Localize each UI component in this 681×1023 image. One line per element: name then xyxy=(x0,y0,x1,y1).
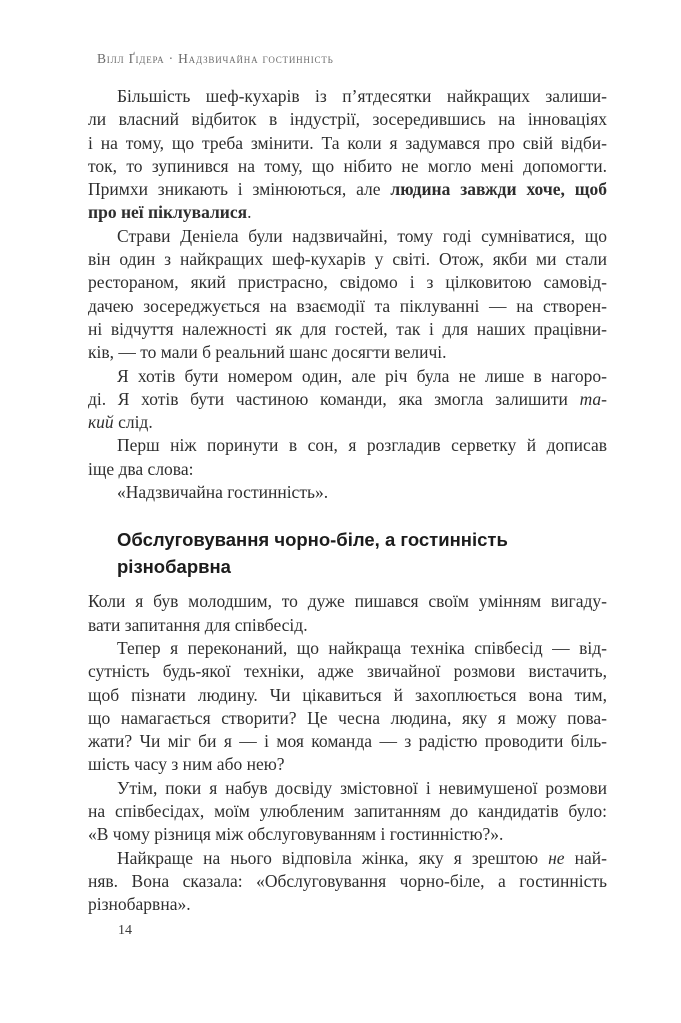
text-line xyxy=(88,590,607,613)
text-line xyxy=(88,893,607,916)
body-text: різнобарвна xyxy=(117,555,231,577)
body-text: щоб пізнати людину. Чи цікавиться й захоплюється вона тим, xyxy=(88,684,607,705)
text-line xyxy=(88,434,607,457)
body-text: Перш ніж поринути в сон, я розгладив серветку й дописав xyxy=(117,435,607,456)
body-text: слід. xyxy=(113,412,153,433)
page-body xyxy=(88,85,607,917)
text-line xyxy=(88,684,607,707)
paragraph xyxy=(88,225,607,365)
text-line xyxy=(88,481,607,504)
text-line xyxy=(88,847,607,870)
body-text: дачею зосереджується на взаємодії та піклуванні — на створен- xyxy=(88,295,607,316)
paragraph xyxy=(88,777,607,847)
bold-text: людина завжди хоче, щоб xyxy=(390,179,607,200)
paragraph xyxy=(88,434,607,481)
text-line xyxy=(88,318,607,341)
body-text: Тепер я переконаний, що найкраща техніка співбесід — від- xyxy=(117,637,607,658)
body-text: Найкраще на нього відповіла жінка, яку я зрештою xyxy=(117,847,549,868)
text-line xyxy=(88,108,607,131)
text-line xyxy=(117,554,607,581)
text-line xyxy=(88,341,607,364)
text-line xyxy=(88,411,607,434)
text-line xyxy=(88,823,607,846)
text-line xyxy=(88,271,607,294)
body-text: вати запитання для співбесід. xyxy=(88,614,308,635)
text-line xyxy=(88,85,607,108)
body-text: ді. Я хотів бути частиною команди, яка змогла залишити xyxy=(88,388,580,409)
text-line xyxy=(88,614,607,637)
text-line xyxy=(88,248,607,271)
body-text: сутність будь-якої техніки, адже звичайної розмови вистачить, xyxy=(88,661,607,682)
text-line xyxy=(88,295,607,318)
body-text: Страви Деніела були надзвичайні, тому годі сумніватися, що xyxy=(117,225,607,246)
text-line xyxy=(88,365,607,388)
paragraph xyxy=(88,481,607,504)
paragraph xyxy=(88,365,607,435)
body-text: рестораном, який пристрасно, свідомо і з цілковитою самовід- xyxy=(88,272,607,293)
bold-text: про неї піклувалися xyxy=(88,202,248,223)
body-text: ток, то зупинився на тому, що нібито не могло мені допомогти. xyxy=(88,155,607,176)
text-line xyxy=(88,132,607,155)
text-line xyxy=(88,201,607,224)
paragraph xyxy=(88,847,607,917)
text-line xyxy=(88,777,607,800)
text-line xyxy=(88,800,607,823)
text-line xyxy=(88,225,607,248)
body-text: різнобарвна». xyxy=(88,894,191,915)
text-line xyxy=(88,707,607,730)
text-line xyxy=(88,870,607,893)
body-text: ків, — то мали б реальний шанс досягти величі. xyxy=(88,342,447,363)
body-text: ли власний відбиток в індустрії, зосередившись на інноваціях xyxy=(88,109,607,130)
body-text: Примхи зникають і змінюються, але xyxy=(88,179,391,200)
running-header: Вілл Ґідера · Надзвичайна гостинність xyxy=(97,51,334,66)
text-line xyxy=(88,637,607,660)
paragraph xyxy=(88,85,607,225)
body-text: на співбесідах, моїм улюбленим запитанням до кандидатів було: xyxy=(88,801,607,822)
body-text: і на тому, що треба змінити. Та коли я задумався про свій відби- xyxy=(88,132,607,153)
body-text: «В чому різниця між обслуговуванням і гостинністю?». xyxy=(88,824,504,845)
body-text: «Надзвичайна гостинність». xyxy=(117,482,329,503)
italic-text: та- xyxy=(579,388,607,409)
text-line xyxy=(88,155,607,178)
body-text: . xyxy=(247,202,252,223)
body-text: ні відчуття належності як для гостей, так і для наших працівни- xyxy=(88,318,607,339)
paragraph xyxy=(88,637,607,777)
italic-text: не xyxy=(548,847,565,868)
text-line xyxy=(88,753,607,776)
body-text: Обслуговування чорно-біле, а гостинність xyxy=(117,529,508,551)
body-text: Я хотів бути номером один, але річ була не лише в нагоро- xyxy=(117,365,607,386)
text-line xyxy=(88,178,607,201)
text-line xyxy=(88,458,607,481)
italic-text: кий xyxy=(88,412,114,433)
body-text: жати? Чи міг би я — і моя команда — з радістю проводити біль- xyxy=(88,731,607,752)
body-text: Більшість шеф-кухарів із п’ятдесятки найкращих залиши- xyxy=(117,86,607,106)
body-text: Утім, поки я набув досвіду змістовної і невимушеної розмови xyxy=(117,777,607,798)
body-text: най- xyxy=(564,847,607,868)
page-number: 14 xyxy=(118,923,132,938)
body-text: іще два слова: xyxy=(88,458,194,479)
body-text: няв. Вона сказала: «Обслуговування чорно-біле, а гостинність xyxy=(88,870,607,891)
paragraph xyxy=(88,590,607,637)
text-line xyxy=(88,730,607,753)
section-heading xyxy=(88,527,607,580)
body-text: він один з найкращих шеф-кухарів у світі. Отож, якби ми стали xyxy=(88,249,607,270)
text-line xyxy=(88,660,607,683)
body-text: шість часу з ним або нею? xyxy=(88,754,285,775)
body-text: Коли я був молодшим, то дуже пишався своїм умінням вигаду- xyxy=(88,591,607,612)
body-text: що намагається створити? Це чесна людина, яку я можу пова- xyxy=(88,707,607,728)
text-line xyxy=(88,388,607,411)
text-line xyxy=(117,527,607,554)
